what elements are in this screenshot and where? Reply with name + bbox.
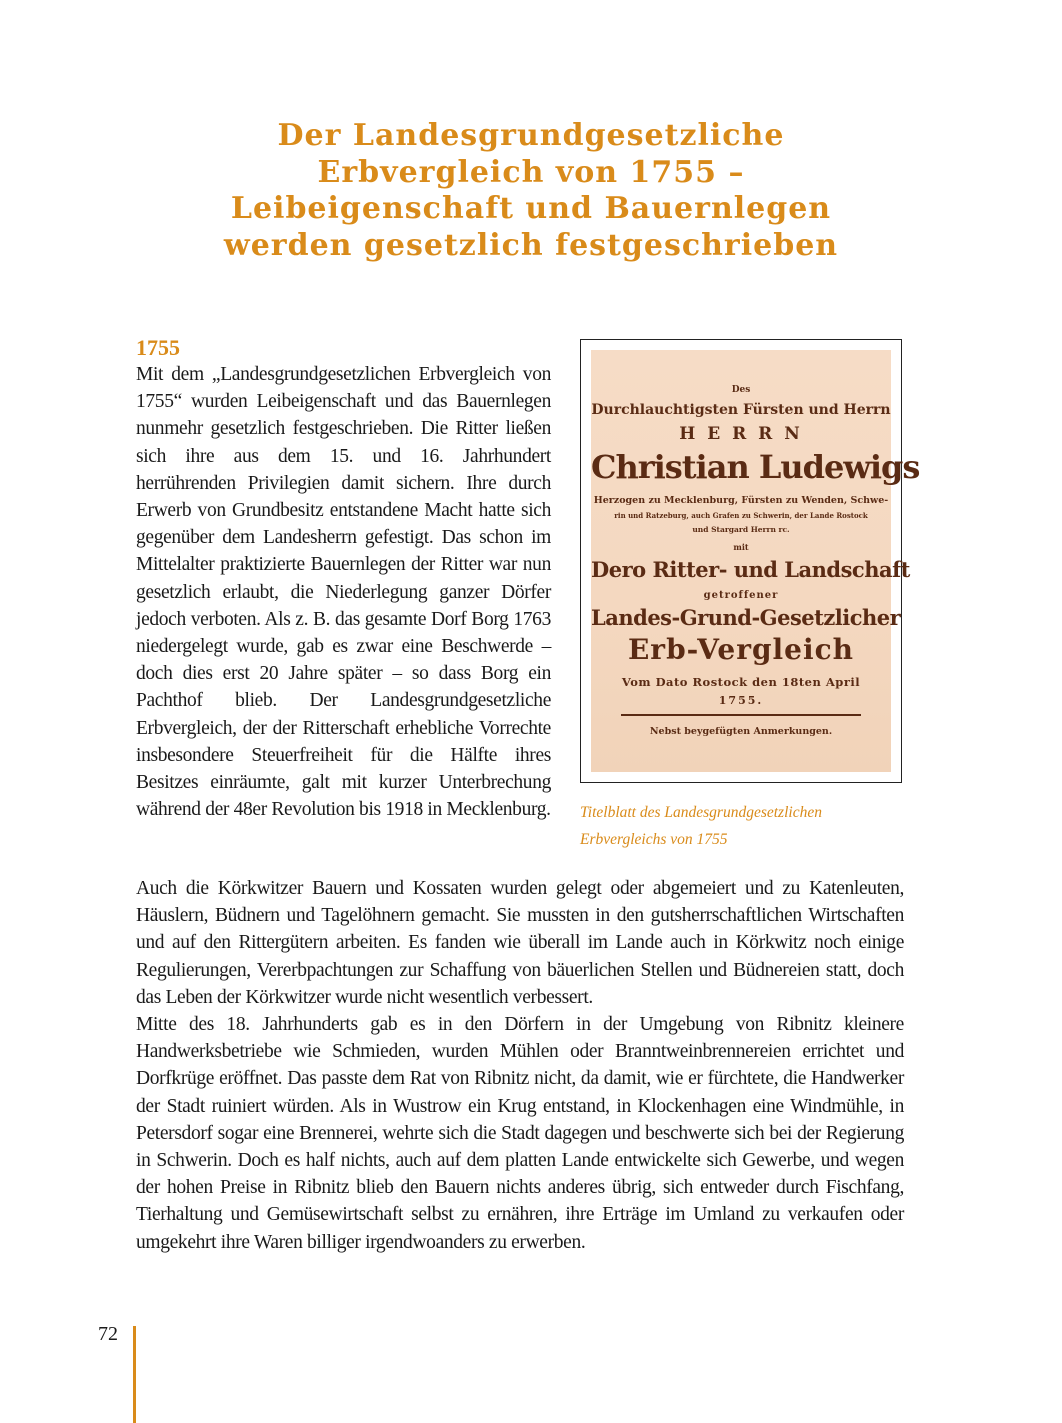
figure-caption-line-1: Titelblatt des Landesgrundgesetzlichen [580, 804, 822, 821]
scan-line: Christian Ludewigs [591, 448, 920, 486]
section-year-heading: 1755 [136, 335, 180, 360]
scan-line: H E R R N [679, 424, 803, 444]
scan-line: Dero Ritter- und Landschaft [591, 557, 910, 582]
chapter-title [120, 118, 942, 264]
scan-line: Erb-Vergleich [627, 633, 855, 666]
scan-line: Nebst beygefügten Anmerkungen. [649, 726, 833, 737]
body-paragraph-1: Mit dem „Landesgrundgesetzlichen Erbvergleich von 1755“ wurden Leibeigenschaft und das Bauernlegen nunmehr gesetzlich festgeschrieben. Die Ritter ließen sich ihre aus dem 15. und 16. Jahrhundert herrührenden Privilegien damit sichern. Ihre durch Erwerb von Grundbesitz entstandene Macht hatte sich gegenüber dem Landesherrn gefestigt. Das schon im Mittelalter praktizierte Bauernlegen der Ritter war nun gesetzlich erlaubt, die Niederlegung ganzer Dörfer jedoch verboten. Als z. B. das gesamte Dorf Borg 1763 niedergelegt wurde, gab es zwar eine Beschwerde – doch dies erst 20 Jahre später – so dass Borg ein Pachthof blieb. Der Landesgrundgesetzliche Erbvergleich, der der Ritterschaft erhebliche Vorrechte insbesondere Steuerfreiheit für die Hälfte ihres Besitzes einräumte, galt mit kurzer Unterbrechung während der 48er Revolution bis 1918 in Mecklenburg. [136, 364, 551, 821]
page-number: 72 [98, 1323, 118, 1345]
page-margin-accent-rule [133, 1326, 136, 1423]
scan-line: Des [731, 385, 751, 395]
chapter-title-line-1: Der Landesgrundgesetzliche [277, 118, 785, 153]
figure-caption-line-2: Erbvergleichs von 1755 [580, 831, 728, 848]
body-paragraph-2: Auch die Körkwitzer Bauern und Kossaten wurden gelegt oder abgemeiert und zu Katenleuten, Häuslern, Büdnern und Tagelöhnern gemacht. Sie mussten in den gutsherrschaftlichen Wirtschaften und auf den Rittergütern arbeiten. Es fanden wie überall im Lande auch in Körkwitz noch einige Regulierungen, Vererbpachtungen zur Schaffung von bäuerlichen Stellen und Büdnereien statt, doch das Leben der Körkwitzer wurde nicht wesentlich verbessert. [136, 878, 904, 1008]
scan-line: und Stargard Herrn rc. [692, 525, 790, 534]
figure-caption [580, 799, 910, 853]
title-page-figure [580, 339, 920, 783]
scan-line: 1755. [718, 694, 764, 707]
scan-line: Landes-Grund-Gesetzlicher [591, 605, 901, 630]
scan-line: rin und Ratzeburg, auch Grafen zu Schwerin, der Lande Rostock [614, 511, 868, 520]
scan-divider-rule [621, 714, 861, 716]
chapter-title-line-4: werden gesetzlich festgeschrieben [223, 227, 839, 263]
scan-line: Herzogen zu Mecklenburg, Fürsten zu Wenden, Schwe- [593, 495, 889, 506]
scan-line: Vom Dato Rostock den 18ten April [621, 675, 861, 689]
title-page-scan-image [591, 350, 920, 772]
scan-line: getroffener [703, 590, 779, 601]
scan-line: Durchlauchtigsten Fürsten und Herrn [591, 402, 891, 418]
scan-line: mit [733, 542, 749, 552]
body-paragraph-3: Mitte des 18. Jahrhunderts gab es in den Dörfern in der Umgebung von Ribnitz kleinere Handwerksbetriebe wie Schmieden, wurden Mühlen oder Branntweinbrennereien errichtet und Dorfkrüge eröffnet. Das passte dem Rat von Ribnitz nicht, da damit, wie er fürchtete, die Handwerker der Stadt ruiniert würden. Als in Wustrow ein Krug entstand, in Klockenhagen eine Windmühle, in Petersdorf sogar eine Brennerei, wehrte sich die Stadt dagegen und beschwerte sich bei der Regierung in Schwerin. Doch es half nichts, auch auf dem platten Lande entwickelte sich Gewerbe, und wegen der hohen Preise in Ribnitz blieb den Bauern nichts anderes übrig, sich entweder durch Fischfang, Tierhaltung und Gemüsewirtschaft selbst zu ernähren, ihre Erträge im Umland zu verkaufen oder umgekehrt ihre Waren billiger irgendwoanders zu erwerben. [136, 1014, 904, 1253]
chapter-title-line-2: Erbvergleich von 1755 – [317, 154, 745, 190]
chapter-title-line-3: Leibeigenschaft und Bauernlegen [230, 191, 832, 226]
